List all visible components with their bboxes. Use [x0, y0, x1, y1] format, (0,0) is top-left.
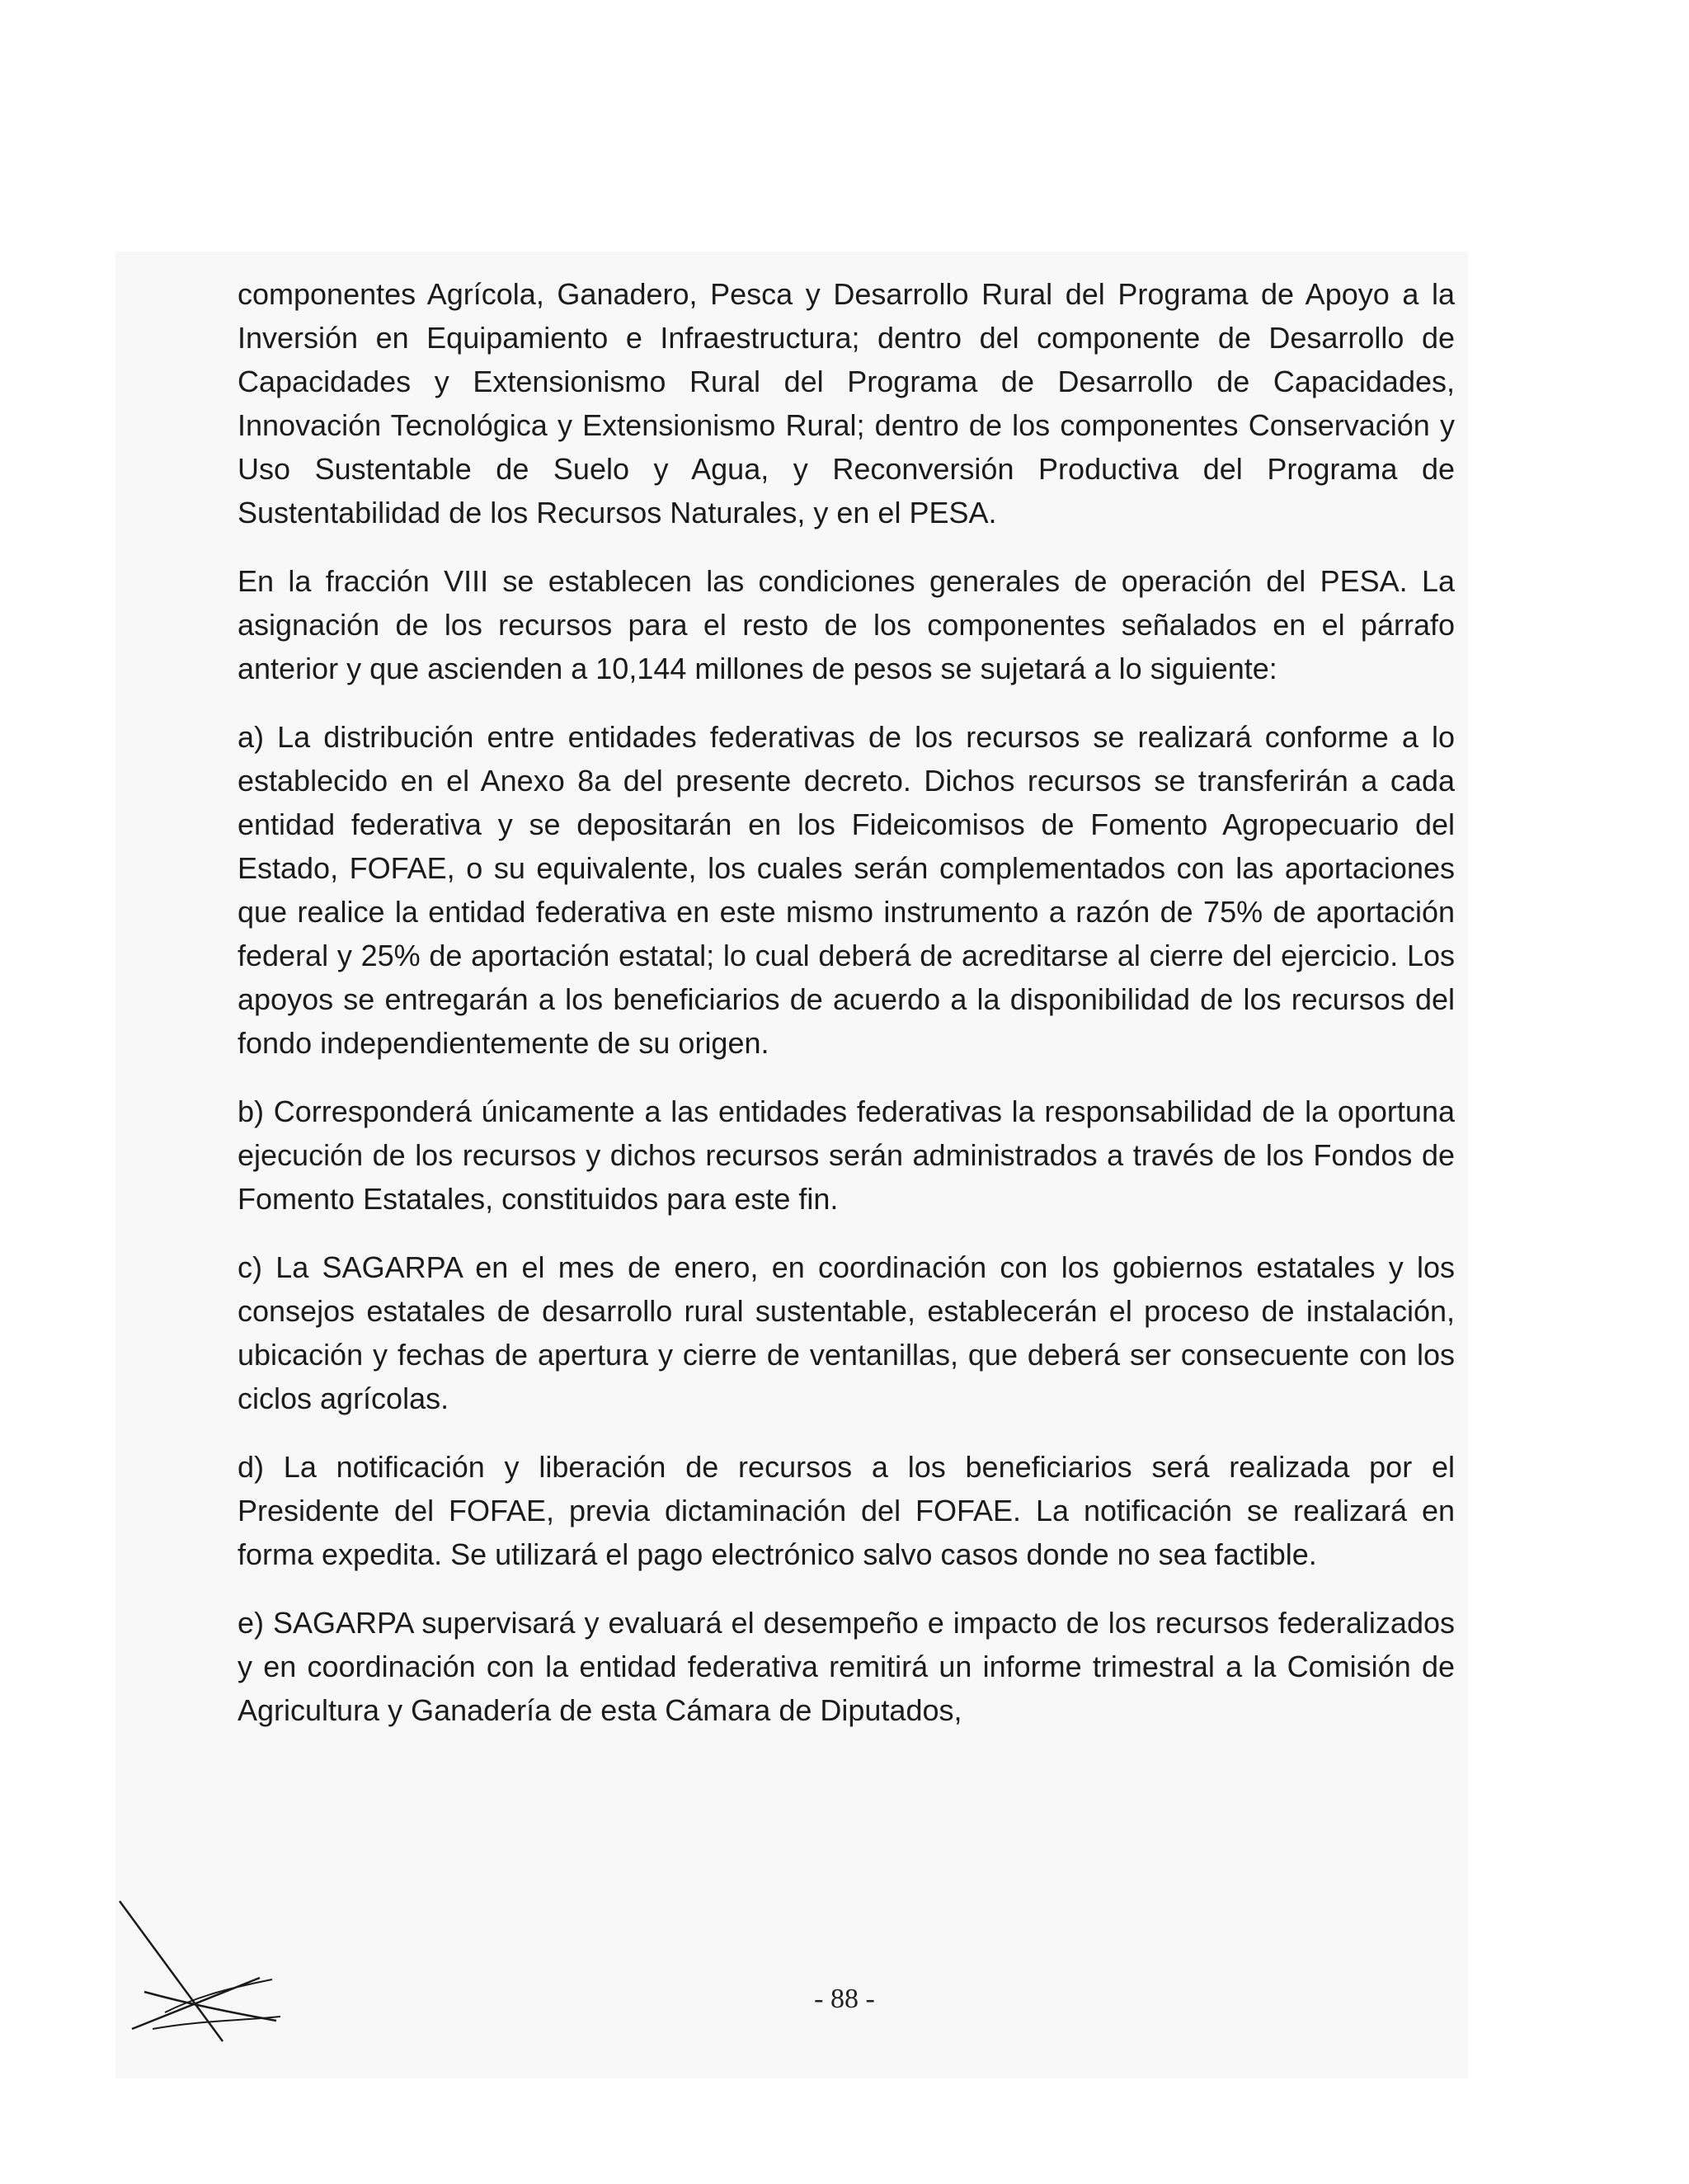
paragraph-fraccion-viii: En la fracción VIII se establecen las condiciones generales de operación del PESA. La asignación de los recursos para el resto de los componentes señalados en el párrafo anterior y que ascienden a 10,144 millones de pesos se sujetará a lo siguiente:: [238, 564, 1455, 685]
handwritten-signature: [115, 1897, 289, 2062]
paragraph-item-e: e) SAGARPA supervisará y evaluará el desempeño e impacto de los recursos federalizados y en coordinación con la entidad federativa remitirá un informe trimestral a la Comisión de Agricultura y Ganadería de esta Cámara de Diputados,: [238, 1606, 1455, 1727]
paragraph-item-c: c) La SAGARPA en el mes de enero, en coordinación con los gobiernos estatales y los consejos estatales de desarrollo rural sustentable, establecerán el proceso de instalación, ubicación y fechas de apertura y cierre de ventanillas, que deberá ser consecuente con los ciclos agrícolas.: [238, 1250, 1455, 1415]
paragraph-continuation: componentes Agrícola, Ganadero, Pesca y Desarrollo Rural del Programa de Apoyo a la Inversión en Equipamiento e Infraestructura; dentro del componente de Desarrollo de Capacidades y Extensionismo Rural del Programa de Desarrollo de Capacidades, Innovación Tecnológica y Extensionismo Rural; dentro de los componentes Conservación y Uso Sustentable de Suelo y Agua, y Reconversión Productiva del Programa de Sustentabilidad de los Recursos Naturales, y en el PESA.: [238, 277, 1455, 530]
paragraph-item-d: d) La notificación y liberación de recursos a los beneficiarios será realizada por el Presidente del FOFAE, previa dictaminación del FOFAE. La notificación se realizará en forma expedita. Se utilizará el pago electrónico salvo casos donde no sea factible.: [238, 1450, 1455, 1571]
page-number: - 88 -: [814, 1984, 875, 2014]
paragraph-item-a: a) La distribución entre entidades federativas de los recursos se realizará conforme a lo establecido en el Anexo 8a del presente decreto. Dichos recursos se transferirán a cada entidad federativa y se depositarán en los Fideicomisos de Fomento Agropecuario del Estado, FOFAE, o su equivalente, los cuales serán complementados con las aportaciones que realice la entidad federativa en este mismo instrumento a razón de 75% de aportación federal y 25% de aportación estatal; lo cual deberá de acreditarse al cierre del ejercicio. Los apoyos se entregarán a los beneficiarios de acuerdo a la disponibilidad de los recursos del fondo independientemente de su origen.: [238, 720, 1455, 1060]
paragraph-item-b: b) Corresponderá únicamente a las entidades federativas la responsabilidad de la oportuna ejecución de los recursos y dichos recursos serán administrados a través de los Fondos de Fomento Estatales, constituidos para este fin.: [238, 1094, 1455, 1216]
document-body: [238, 272, 1455, 1757]
